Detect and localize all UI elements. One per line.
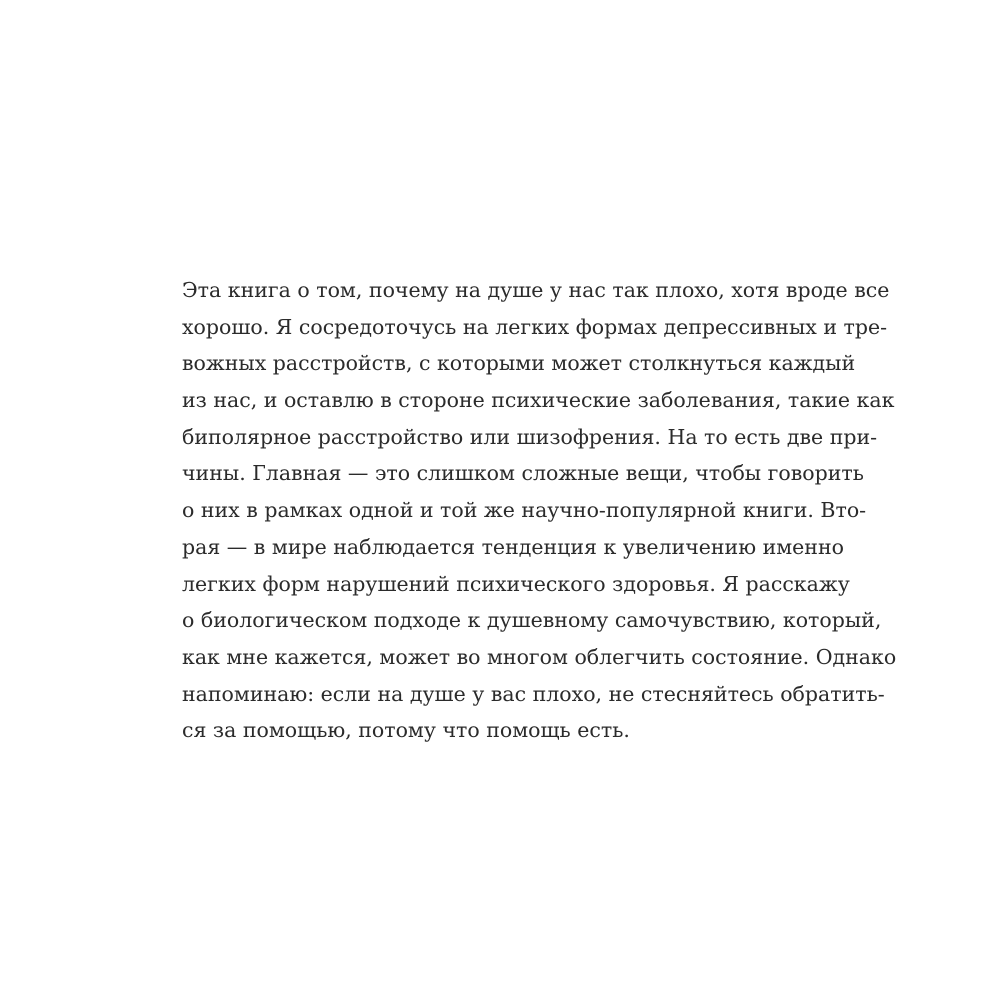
text-line: напоминаю: если на душе у вас плохо, не стесняйтесь обратить- (182, 681, 885, 706)
text-line-last: ся за помощью, потому что помощь есть. (182, 718, 630, 743)
text-line: чины. Главная — это слишком сложные вещи, чтобы говорить (182, 461, 864, 486)
text-line: рая — в мире наблюдается тенденция к увеличению именно (182, 534, 844, 559)
text-line: о них в рамках одной и той же научно-популярной книги. Вто- (182, 498, 867, 523)
text-line: биполярное расстройство или шизофрения. На то есть две при- (182, 424, 878, 449)
text-line: о биологическом подходе к душевному самочувствию, который, (182, 608, 882, 633)
text-line: вожных расстройств, с которыми может столкнуться каждый (182, 351, 856, 376)
text-line: как мне кажется, может во многом облегчить состояние. Однако (182, 644, 897, 669)
body-paragraph (182, 272, 897, 749)
text-line: легких форм нарушений психического здоровья. Я расскажу (182, 571, 850, 596)
text-line: Эта книга о том, почему на душе у нас так плохо, хотя вроде все (182, 278, 890, 302)
text-line: из нас, и оставлю в стороне психические заболевания, такие как (182, 388, 895, 413)
text-line: хорошо. Я сосредоточусь на легких формах депрессивных и тре- (182, 314, 888, 339)
